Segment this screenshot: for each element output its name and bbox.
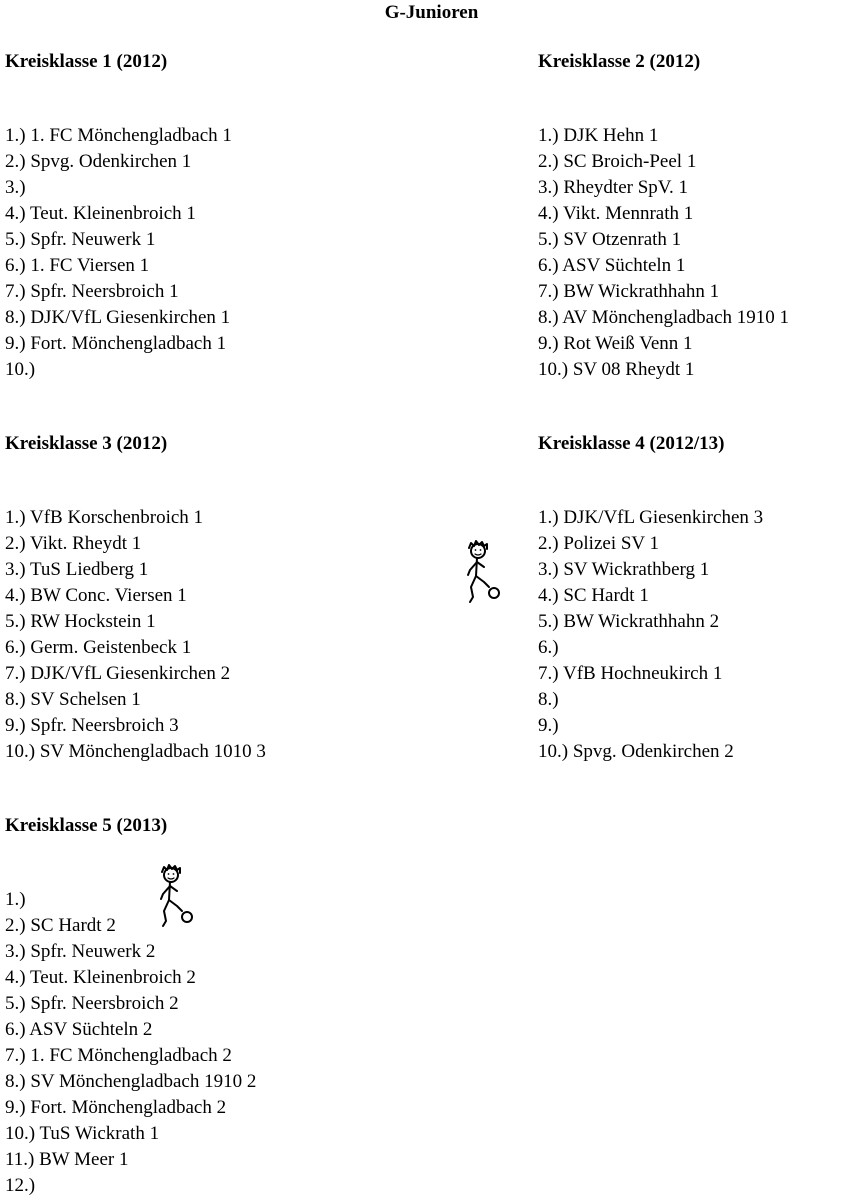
standings-entry: 10.) SV 08 Rheydt 1 [538,359,695,380]
standings-entry: 8.) [538,689,559,710]
standings-entry: 5.) SV Otzenrath 1 [538,229,682,250]
standings-entry: 3.) Rheydter SpV. 1 [538,177,689,198]
standings-list-kreisklasse-5 [5,887,256,1199]
group-heading-kreisklasse-3: Kreisklasse 3 (2012) [5,433,168,454]
standings-entry: 6.) Germ. Geistenbeck 1 [5,637,192,658]
standings-entry: 8.) SV Mönchengladbach 1910 2 [5,1071,257,1092]
standings-entry: 1.) DJK Hehn 1 [538,125,659,146]
standings-entry: 1.) VfB Korschenbroich 1 [5,507,204,528]
group-heading-kreisklasse-1: Kreisklasse 1 (2012) [5,51,168,72]
standings-entry: 6.) 1. FC Viersen 1 [5,255,150,276]
standings-entry: 3.) SV Wickrathberg 1 [538,559,710,580]
soccer-player-icon [155,864,197,930]
standings-entry: 2.) Spvg. Odenkirchen 1 [5,151,192,172]
soccer-player-icon [462,540,504,606]
standings-entry: 6.) ASV Süchteln 1 [538,255,686,276]
standings-entry: 11.) BW Meer 1 [5,1149,129,1170]
standings-entry: 2.) Polizei SV 1 [538,533,660,554]
standings-entry: 1.) [5,889,26,910]
standings-entry: 7.) 1. FC Mönchengladbach 2 [5,1045,232,1066]
standings-entry: 9.) [538,715,559,736]
standings-entry: 3.) [5,177,26,198]
standings-entry: 2.) SC Hardt 2 [5,915,116,936]
standings-entry: 6.) [538,637,559,658]
standings-list-kreisklasse-1 [5,123,232,383]
standings-entry: 5.) Spfr. Neersbroich 2 [5,993,179,1014]
standings-entry: 4.) SC Hardt 1 [538,585,649,606]
standings-entry: 9.) Fort. Mönchengladbach 2 [5,1097,227,1118]
standings-entry: 7.) VfB Hochneukirch 1 [538,663,723,684]
group-heading-kreisklasse-5: Kreisklasse 5 (2013) [5,815,168,836]
standings-entry: 12.) [5,1175,36,1196]
standings-entry: 4.) Teut. Kleinenbroich 2 [5,967,196,988]
standings-entry: 10.) Spvg. Odenkirchen 2 [538,741,734,762]
standings-entry: 10.) SV Mönchengladbach 1010 3 [5,741,266,762]
standings-entry: 2.) SC Broich-Peel 1 [538,151,697,172]
standings-entry: 10.) [5,359,36,380]
standings-entry: 5.) Spfr. Neuwerk 1 [5,229,156,250]
standings-entry: 8.) AV Mönchengladbach 1910 1 [538,307,790,328]
standings-list-kreisklasse-3 [5,505,266,765]
standings-entry: 7.) Spfr. Neersbroich 1 [5,281,179,302]
standings-entry: 1.) DJK/VfL Giesenkirchen 3 [538,507,764,528]
standings-entry: 3.) TuS Liedberg 1 [5,559,149,580]
standings-entry: 1.) 1. FC Mönchengladbach 1 [5,125,232,146]
standings-entry: 4.) Teut. Kleinenbroich 1 [5,203,196,224]
standings-entry: 4.) BW Conc. Viersen 1 [5,585,187,606]
page-title: G-Junioren [384,2,479,23]
standings-entry: 5.) BW Wickrathhahn 2 [538,611,720,632]
standings-entry: 5.) RW Hockstein 1 [5,611,156,632]
group-heading-kreisklasse-4: Kreisklasse 4 (2012/13) [538,433,725,454]
standings-entry: 7.) BW Wickrathhahn 1 [538,281,720,302]
standings-entry: 6.) ASV Süchteln 2 [5,1019,153,1040]
group-heading-kreisklasse-2: Kreisklasse 2 (2012) [538,51,701,72]
standings-entry: 9.) Fort. Mönchengladbach 1 [5,333,227,354]
standings-list-kreisklasse-2 [538,123,789,383]
standings-entry: 7.) DJK/VfL Giesenkirchen 2 [5,663,231,684]
standings-entry: 10.) TuS Wickrath 1 [5,1123,160,1144]
standings-entry: 9.) Rot Weiß Venn 1 [538,333,693,354]
standings-entry: 9.) Spfr. Neersbroich 3 [5,715,179,736]
standings-list-kreisklasse-4 [538,505,763,765]
standings-entry: 8.) DJK/VfL Giesenkirchen 1 [5,307,231,328]
standings-entry: 3.) Spfr. Neuwerk 2 [5,941,156,962]
standings-entry: 4.) Vikt. Mennrath 1 [538,203,694,224]
standings-entry: 2.) Vikt. Rheydt 1 [5,533,142,554]
standings-entry: 8.) SV Schelsen 1 [5,689,141,710]
